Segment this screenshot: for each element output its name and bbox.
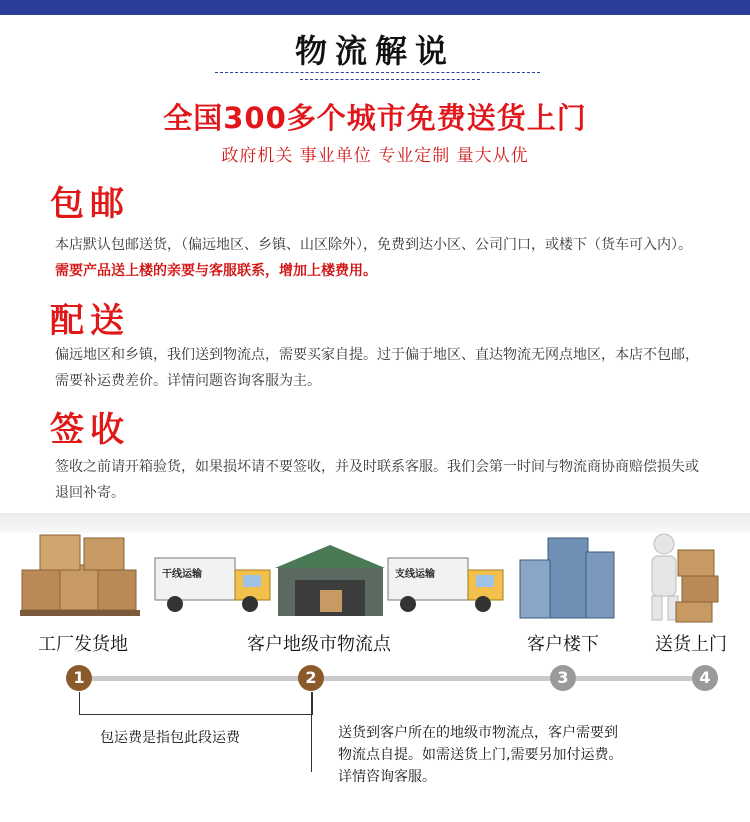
truck-label-trunk: 干线运输: [162, 569, 202, 580]
note-line: 送货到客户所在的地级市物流点，客户需要到: [338, 725, 618, 741]
section-title-free-shipping: 包邮: [50, 184, 130, 224]
section-text: 本店默认包邮送货，（偏远地区、乡镇、山区除外），免费到达小区、公司门口，或楼下（货车可入内）。: [55, 237, 692, 253]
section-text-highlight: 需要产品送上楼的亲要与客服联系，增加上楼费用。: [55, 263, 377, 279]
progress-track: [80, 676, 705, 681]
section-title-delivery: 配送: [50, 301, 130, 341]
boxes-icon: [20, 535, 140, 616]
bracket-connector: [311, 692, 312, 772]
note-included-shipping: 包运费是指包此段运费: [100, 730, 240, 746]
building-icon: [520, 538, 614, 618]
section-body-delivery: 偏远地区和乡镇，我们送到物流点，需要买家自提。过于偏于地区、直达物流无网点地区，本店不包邮，需要补运费差价。详情问题咨询客服为主。: [55, 347, 699, 389]
section-body-signing: 签收之前请开箱验货，如果损坏请不要签收，并及时联系客服。我们会第一时间与物流商协商赔偿损失或退回补寄。: [55, 459, 699, 501]
headline: 全国300多个城市免费送货上门: [163, 101, 587, 135]
section-title-signing: 签收: [50, 410, 130, 450]
warehouse-icon: [275, 545, 385, 616]
step-label-door: 送货上门: [655, 634, 727, 655]
note-line: 物流点自提。如需送货上门,需要另加付运费。: [338, 747, 623, 763]
coverage-bracket: [79, 692, 313, 715]
step-marker-4: 4: [692, 665, 718, 691]
step-label-city-depot: 客户地级市物流点: [247, 634, 391, 655]
step-marker-1: 1: [66, 665, 92, 691]
step-label-downstairs: 客户楼下: [527, 634, 599, 655]
note-line: 详情咨询客服。: [338, 769, 436, 785]
step-marker-2: 2: [298, 665, 324, 691]
step-marker-3: 3: [550, 665, 576, 691]
title-divider: [215, 72, 540, 73]
step-label-factory: 工厂发货地: [38, 634, 128, 655]
page-title: 物流解说: [294, 32, 455, 70]
section-body-free-shipping: [55, 232, 705, 284]
truck-label-branch: 支线运输: [395, 569, 435, 580]
note-extra-fee: [338, 722, 622, 788]
logistics-illustration: [0, 530, 750, 630]
top-bar: [0, 0, 750, 15]
title-divider-short: [300, 79, 480, 80]
subline: 政府机关 事业单位 专业定制 量大从优: [221, 146, 529, 166]
person-carrying-boxes-icon: [652, 534, 718, 622]
